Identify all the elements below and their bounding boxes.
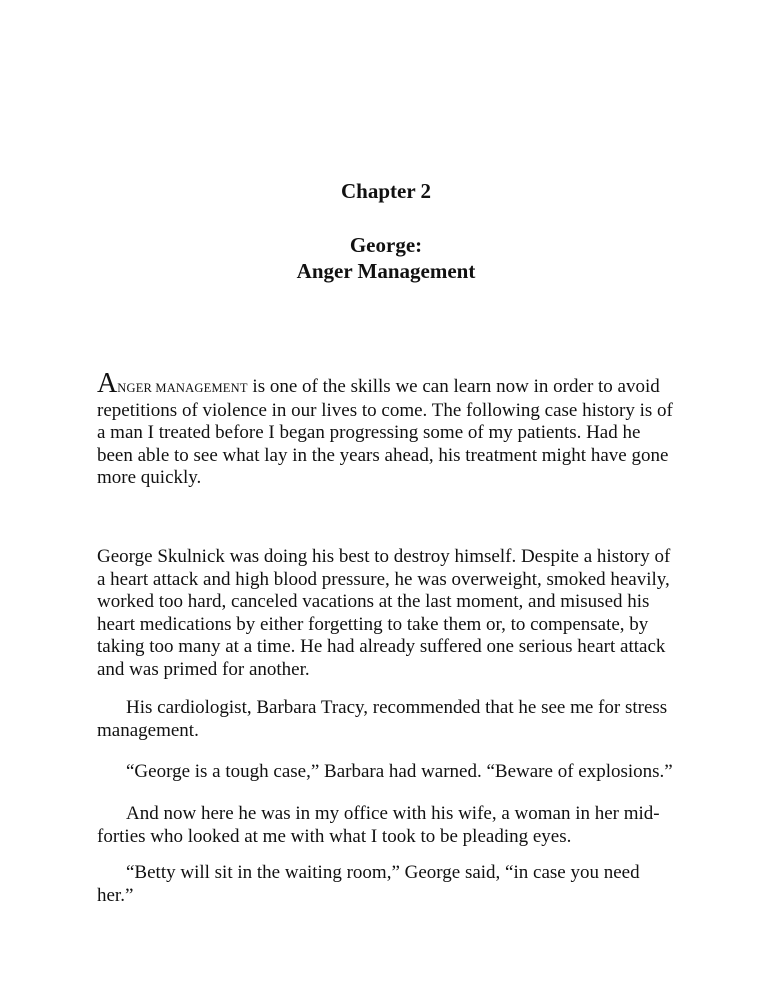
initial-letter: A [97,368,118,399]
small-caps-lead: NGER MANAGEMENT [117,381,248,395]
paragraph-cardiologist: His cardiologist, Barbara Tracy, recommended that he see me for stress management. [97,697,668,741]
opening-paragraph [97,368,677,490]
chapter-number: Chapter 2 [340,179,432,203]
paragraph-waiting-room: “Betty will sit in the waiting room,” George said, “in case you need her.” [97,862,640,906]
paragraph-george-skulnick: George Skulnick was doing his best to destroy himself. Despite a history of a heart attack and high blood pressure, he was overweight, smoked heavily, worked too hard, canceled vacations at the last moment, and misused his heart medications by either forgetting to take them or, to compensate, by taking too many at a time. He had already suffered one serious heart attack and was primed for another. [97,546,671,680]
chapter-title-line-2: Anger Management [296,259,476,283]
chapter-title-line-1: George: [349,233,423,257]
paragraph-tough-case: “George is a tough case,” Barbara had warned. “Beware of explosions.” [126,761,673,782]
opening-paragraph-text: is one of the skills we can learn now in order to avoid repetitions of violence in our lives to come. The following case history is of a man I treated before I began progressing some of my patients. Had he been able to see what lay in the years ahead, his treatment might have gone more quickly. [97,376,673,489]
chapter-title [0,232,772,284]
paragraph-office-wife: And now here he was in my office with his wife, a woman in her mid-forties who looked at me with what I took to be pleading eyes. [97,803,660,847]
